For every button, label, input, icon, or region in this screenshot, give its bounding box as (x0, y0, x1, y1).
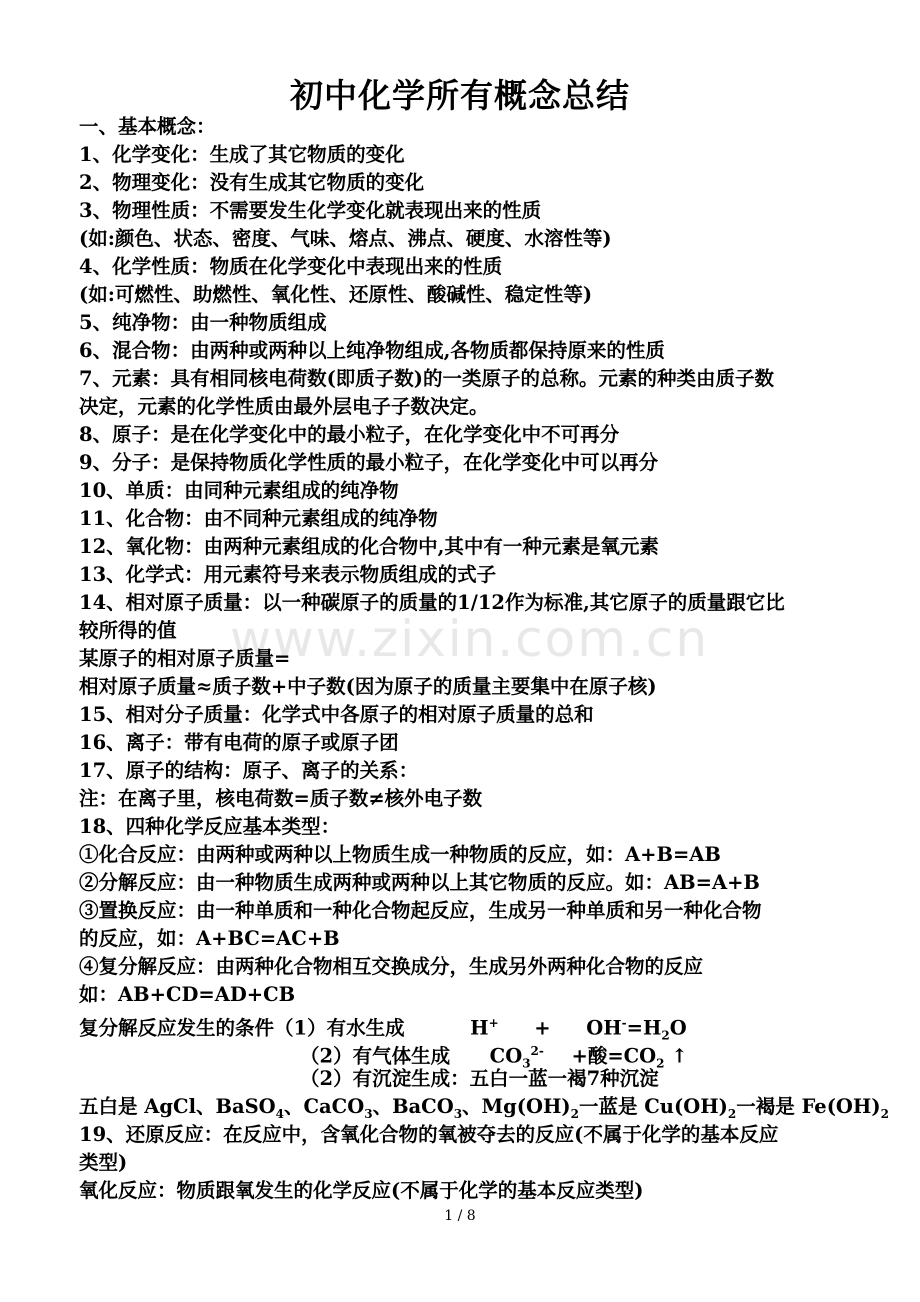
formula-sub: 4 (275, 1106, 285, 1121)
text-line: 类型) (79, 1151, 128, 1174)
condition-label: （2）有气体生成 (300, 1044, 451, 1068)
text-line: ③置换反应：由一种单质和一种化合物起反应，生成另一种单质和另一种化合物 (79, 899, 762, 922)
text-line: 5、纯净物：由一种物质组成 (79, 311, 327, 334)
formula-sub: 3 (453, 1106, 463, 1121)
formula-h: H (470, 1016, 489, 1040)
text-line: 决定，元素的化学性质由最外层电子子数决定。 (79, 395, 489, 418)
page-title: 初中化学所有概念总结 (290, 76, 630, 115)
text-line: (如:可燃性、助燃性、氧化性、还原性、酸碱性、稳定性等) (79, 283, 593, 306)
text-line: 一、基本概念： (79, 115, 216, 138)
text-run: 一褐是 Fe(OH) (736, 1095, 881, 1118)
text-run: 、Mg(OH) (462, 1095, 571, 1118)
text-run: 、BaCO (372, 1095, 454, 1118)
formula-co: CO (489, 1044, 523, 1068)
text-run: 、CaCO (284, 1095, 365, 1118)
formula-plus: + (534, 1016, 551, 1040)
text-line: ④复分解反应：由两种化合物相互交换成分，生成另外两种化合物的反应 (79, 955, 704, 978)
text-line: ②分解反应：由一种物质生成两种或两种以上其它物质的反应。如：AB=A+B (79, 871, 760, 894)
formula-sub: 2 (661, 1028, 670, 1043)
text-line: 7、元素：具有相同核电荷数(即质子数)的一类原子的总称。元素的种类由质子数 (79, 367, 775, 390)
text-line: 某原子的相对原子质量= (79, 647, 291, 670)
text-line: 11、化合物：由不同种元素组成的纯净物 (79, 507, 438, 530)
formula-sub: 3 (364, 1106, 373, 1121)
text-line: 15、相对分子质量：化学式中各原子的相对原子质量的总和 (79, 703, 594, 726)
text-line: 12、氧化物：由两种元素组成的化合物中,其中有一种元素是氧元素 (79, 535, 659, 558)
text-line: 9、分子：是保持物质化学性质的最小粒子，在化学变化中可以再分 (79, 451, 659, 474)
text-line: 相对原子质量≈质子数+中子数(因为原子的质量主要集中在原子核) (79, 675, 657, 698)
text-run: 一蓝是 Cu(OH) (579, 1095, 728, 1118)
formula-sub: 2 (656, 1056, 665, 1071)
text-line: 10、单质：由同种元素组成的纯净物 (79, 479, 399, 502)
text-line: 2、物理变化：没有生成其它物质的变化 (79, 171, 425, 194)
formula-oh: OH (586, 1016, 622, 1040)
formula-sub: 2 (570, 1106, 579, 1121)
formula-eq: =H (626, 1016, 662, 1040)
formula-sub: 2 (727, 1106, 737, 1121)
condition-label: 复分解反应发生的条件（1）有水生成 (79, 1016, 405, 1040)
up-arrow-icon: ↑ (671, 1044, 688, 1068)
text-line: 6、混合物：由两种或两种以上纯净物组成,各物质都保持原来的性质 (79, 339, 665, 362)
text-line: 3、物理性质：不需要发生化学变化就表现出来的性质 (79, 199, 542, 222)
text-line: (如:颜色、状态、密度、气味、熔点、沸点、硬度、水溶性等) (79, 227, 612, 250)
text-line: 19、还原反应：在反应中，含氧化合物的氧被夺去的反应(不属于化学的基本反应 (79, 1123, 779, 1146)
text-line: 8、原子：是在化学变化中的最小粒子，在化学变化中不可再分 (79, 423, 620, 446)
text-line: ①化合反应：由两种或两种以上物质生成一种物质的反应，如：A+B=AB (79, 843, 721, 866)
text-line: 氧化反应：物质跟氧发生的化学反应(不属于化学的基本反应类型) (79, 1179, 644, 1202)
text-run: 五白是 AgCl、BaSO (79, 1095, 276, 1118)
text-line: 较所得的值 (79, 619, 177, 642)
text-line: 13、化学式：用元素符号来表示物质组成的式子 (79, 563, 497, 586)
watermark: www.zixin.com.cn (230, 610, 710, 668)
text-line: 注：在离子里，核电荷数=质子数≠核外电子数 (79, 787, 483, 810)
formula-sup: + (488, 1016, 499, 1030)
formula-sup: 2- (530, 1044, 544, 1058)
text-line: 14、相对原子质量：以一种碳原子的质量的1/12作为标准,其它原子的质量跟它比 (79, 591, 785, 614)
text-line: 的反应，如：A+BC=AC+B (79, 927, 340, 950)
formula-sub: 3 (522, 1056, 531, 1071)
formula-acid: +酸=CO (571, 1044, 657, 1068)
text-line: 如：AB+CD=AD+CB (79, 983, 296, 1006)
formula-sup: - (621, 1016, 627, 1030)
page-number: 1 / 8 (444, 1208, 476, 1224)
text-line: 16、离子：带有电荷的原子或原子团 (79, 731, 399, 754)
formula-o: O (669, 1016, 687, 1040)
precipitate-list (79, 1095, 889, 1126)
text-line: 18、四种化学反应基本类型： (79, 815, 341, 838)
text-line: 1、化学变化：生成了其它物质的变化 (79, 143, 405, 166)
formula-sub: 2 (880, 1106, 889, 1121)
text-line: 4、化学性质：物质在化学变化中表现出来的性质 (79, 255, 503, 278)
condition-precipitate: （2）有沉淀生成：五白一蓝一褐7种沉淀 (300, 1067, 659, 1090)
text-line: 17、原子的结构：原子、离子的关系： (79, 759, 419, 782)
